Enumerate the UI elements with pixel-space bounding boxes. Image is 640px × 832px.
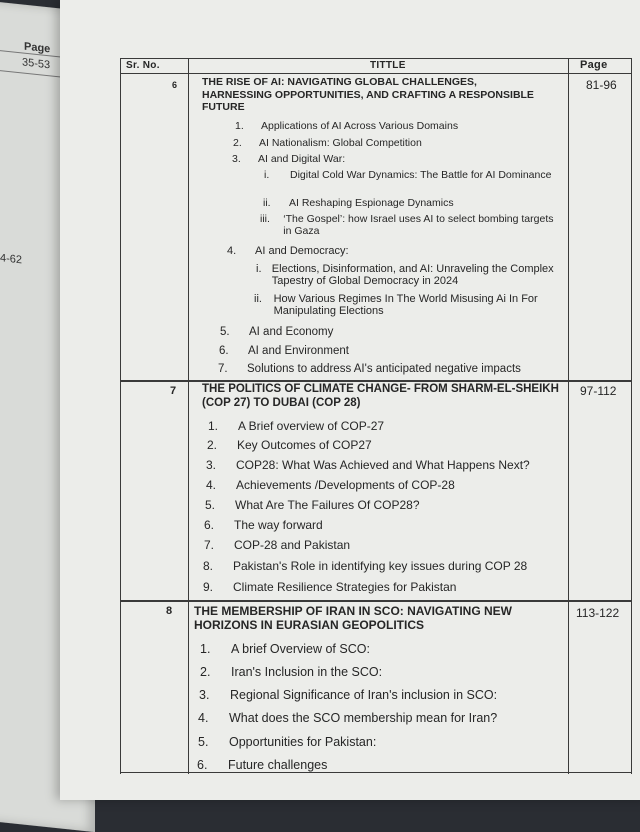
list-item: [204, 518, 323, 532]
title-header: TITTLE: [370, 60, 406, 71]
page-header: Page: [580, 59, 608, 71]
item-text: Iran's Inclusion in the SCO:: [231, 665, 383, 679]
section-title: THE POLITICS OF CLIMATE CHANGE- FROM SHARM-EL-SHEIKH (COP 27) TO DUBAI (COP 28): [202, 383, 559, 409]
list-item: [200, 642, 370, 656]
item-text: ‘The Gospel’: how Israel uses AI to select bombing targets in Gaza: [283, 213, 554, 237]
item-text: What Are The Failures Of COP28?: [235, 498, 420, 512]
item-number: i.: [256, 263, 262, 275]
column-divider: [568, 58, 569, 774]
list-item: [235, 120, 458, 132]
sub-item: [254, 293, 558, 317]
item-text: AI and Environment: [248, 345, 350, 357]
item-text: A brief Overview of SCO:: [231, 642, 370, 656]
column-divider: [188, 58, 189, 774]
header-divider: [120, 73, 632, 74]
item-text: Achievements /Developments of COP-28: [236, 478, 455, 492]
item-text: COP-28 and Pakistan: [234, 538, 351, 552]
table-border-bottom: [120, 772, 632, 773]
item-number: 6.: [197, 758, 208, 772]
item-number: 3.: [199, 688, 210, 702]
item-text: A Brief overview of COP-27: [238, 419, 385, 433]
item-number: 2.: [233, 137, 242, 149]
list-item: [218, 363, 521, 375]
list-item: [204, 538, 350, 552]
item-number: i.: [264, 169, 270, 181]
list-item: [227, 245, 349, 257]
previous-page-range: 35-53: [22, 56, 51, 72]
contents-table: [120, 58, 632, 774]
section-pages: 81-96: [586, 78, 617, 92]
row-divider: [120, 600, 632, 602]
sub-item: [260, 213, 560, 237]
item-number: 1.: [235, 120, 244, 132]
section-title: THE RISE OF AI: NAVIGATING GLOBAL CHALLENGES, HARNESSING OPPORTUNITIES, AND CRAFTING A RESPONSIBLE FUTURE: [202, 76, 534, 114]
item-number: 2.: [207, 438, 218, 452]
item-text: What does the SCO membership mean for Iran?: [229, 711, 498, 725]
section-number: 7: [170, 385, 177, 397]
sub-item: [264, 169, 554, 181]
section-number: 6: [172, 80, 178, 90]
list-item: [208, 419, 384, 433]
previous-page-header: Page: [24, 40, 51, 56]
section-title: THE MEMBERSHIP OF IRAN IN SCO: NAVIGATING NEW HORIZONS IN EURASIAN GEOPOLITICS: [194, 604, 513, 633]
item-number: 5.: [205, 498, 216, 512]
item-number: 1.: [200, 642, 211, 656]
item-number: 6.: [204, 518, 215, 532]
item-text: Climate Resilience Strategies for Pakistan: [233, 580, 457, 594]
list-item: [233, 137, 422, 149]
list-item: [219, 345, 349, 357]
section-pages: 97-112: [580, 384, 617, 398]
row-divider: [120, 380, 632, 382]
list-item: [198, 735, 376, 749]
item-number: 7.: [204, 538, 215, 552]
item-text: Digital Cold War Dynamics: The Battle for AI Dominance: [290, 169, 552, 181]
list-item: [203, 580, 456, 594]
item-text: AI and Digital War:: [258, 153, 346, 165]
previous-page-range: 4-62: [0, 252, 23, 267]
item-number: 9.: [203, 580, 214, 594]
table-border-left: [120, 58, 121, 774]
item-text: Regional Significance of Iran's inclusion in SCO:: [230, 688, 498, 702]
item-text: Pakistan's Role in identifying key issues during COP 28: [233, 559, 528, 573]
item-number: 7.: [218, 363, 228, 375]
item-text: COP28: What Was Achieved and What Happens Next?: [236, 458, 530, 472]
item-number: iii.: [260, 213, 270, 225]
table-border-right: [631, 58, 632, 774]
item-text: Key Outcomes of COP27: [237, 438, 372, 452]
item-number: 2.: [200, 665, 211, 679]
list-item: [198, 711, 497, 725]
item-number: 1.: [208, 419, 219, 433]
item-number: 3.: [206, 458, 217, 472]
list-item: [206, 458, 530, 472]
sr-no-header: Sr. No.: [126, 60, 160, 71]
list-item: [220, 326, 333, 338]
item-number: 8.: [203, 559, 214, 573]
item-text: Applications of AI Across Various Domains: [261, 120, 459, 132]
item-text: AI and Democracy:: [255, 245, 349, 257]
list-item: [232, 153, 345, 165]
section-pages: 113-122: [576, 606, 620, 620]
item-text: Future challenges: [228, 758, 328, 772]
item-text: How Various Regimes In The World Misusing Ai In For Manipulating Elections: [273, 293, 538, 317]
item-number: 4.: [227, 245, 237, 257]
item-number: 3.: [232, 153, 241, 165]
item-number: 4.: [198, 711, 209, 725]
item-number: ii.: [254, 293, 262, 305]
item-number: ii.: [263, 197, 271, 209]
list-item: [207, 438, 372, 452]
list-item: [206, 478, 455, 492]
item-text: Solutions to address AI's anticipated negative impacts: [247, 363, 521, 375]
list-item: [199, 688, 497, 702]
list-item: [205, 498, 420, 512]
item-number: 5.: [220, 326, 230, 338]
list-item: [200, 665, 382, 679]
item-text: Opportunities for Pakistan:: [229, 735, 377, 749]
item-text: AI Nationalism: Global Competition: [259, 137, 422, 149]
item-number: 5.: [198, 735, 209, 749]
table-border-top: [120, 58, 632, 59]
item-number: 4.: [206, 478, 217, 492]
list-item: [197, 758, 327, 772]
item-text: Elections, Disinformation, and AI: Unraveling the Complex Tapestry of Global Democracy in 2024: [271, 263, 554, 287]
list-item: [203, 559, 527, 573]
sub-item: [263, 197, 454, 209]
item-text: The way forward: [234, 518, 323, 532]
item-number: 6.: [219, 345, 229, 357]
section-number: 8: [166, 605, 173, 617]
item-text: AI and Economy: [249, 326, 334, 338]
sub-item: [256, 263, 558, 287]
document-page: [60, 0, 640, 800]
item-text: AI Reshaping Espionage Dynamics: [289, 197, 454, 209]
